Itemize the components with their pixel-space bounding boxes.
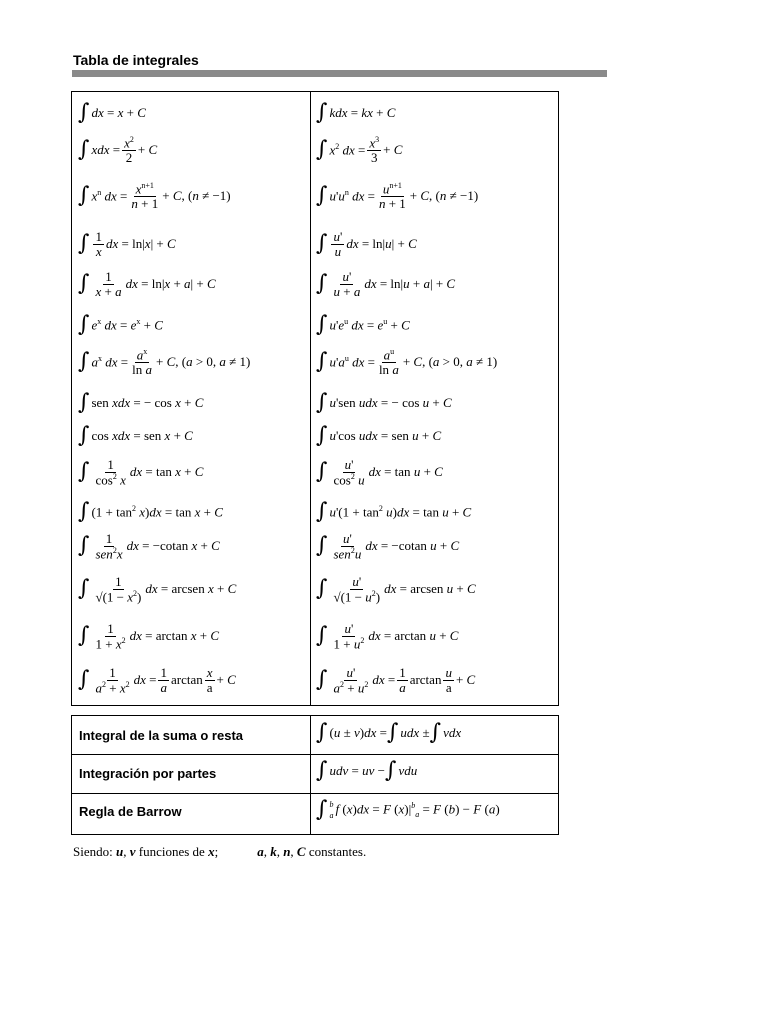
formula-right-5: ∫ $\frac{u'}{u + a}$ dx = ln|u + a| + C — [316, 269, 456, 299]
formula-left-11: ∫ $(1 + \tan^2 x)dx = \tan x + C$ — [78, 499, 223, 524]
rule-formula-parts: ∫ udv = uv − ∫ vdu — [316, 758, 418, 783]
formula-left-1: ∫ dx = x + C — [78, 100, 146, 125]
rule-label-parts: Integración por partes — [79, 766, 217, 781]
formula-left-13: ∫ $\frac{1}{√(1 - x^2)}$ dx = arcsen x + C — [78, 574, 237, 604]
formula-right-12: ∫ $\frac{u'}{sen^2u}$ dx = −cotan u + C — [316, 531, 460, 561]
formula-right-4: ∫ $\frac{u'}{u}$ dx = ln|u| + C — [316, 229, 417, 259]
title-underline-bar — [72, 70, 607, 77]
formula-left-2: ∫ xdx = $\frac{x^2}{2}$ + C — [78, 135, 158, 165]
formula-right-3: ∫ $u'u^n$ dx = $\frac{u^{n+1}}{n + 1}$ + C, (n ≠ −1) — [316, 181, 479, 211]
formula-right-10: ∫ $\frac{u'}{\cos^2 u}$ dx = tan u + C — [316, 457, 443, 487]
formula-left-7: ∫ $a^x$ dx = $\frac{a^x}{\text{ln a}}$ + C, (a > 0, a ≠ 1) — [78, 347, 251, 377]
rule-label-barrow: Regla de Barrow — [79, 804, 182, 819]
formula-right-7: ∫ $u'a^u$ dx = $\frac{a^u}{\text{ln a}}$ + C, (a > 0, a ≠ 1) — [316, 347, 498, 377]
integrals-table — [71, 91, 559, 706]
formula-right-14: ∫ $\frac{u'}{1 + u^2}$ dx = arctan u + C — [316, 621, 459, 651]
rules-row-divider-2 — [72, 793, 558, 794]
formula-left-3: ∫ $x^n$ dx = $\frac{x^{n+1}}{n + 1}$ + C, (n ≠ −1) — [78, 181, 231, 211]
formula-left-9: ∫ cos xdx = sen x + C — [78, 423, 193, 448]
formula-right-11: ∫ $u'(1 + \tan^2 u)dx = \tan u + C$ — [316, 499, 472, 524]
formula-left-8: ∫ sen xdx = − cos x + C — [78, 390, 204, 415]
formula-right-15: ∫ $\frac{u'}{a^2 + u^2}$ dx = $\frac{1}{a}$ arctan $\frac{u}{a}$ + C — [316, 665, 476, 695]
rule-label-sum: Integral de la suma o resta — [79, 728, 244, 743]
formula-left-10: ∫ $\frac{1}{\cos^2 x}$ dx = tan x + C — [78, 457, 204, 487]
rule-formula-sum: ∫ (u ± v)dx = ∫ udx ± ∫ vdx — [316, 720, 462, 745]
rule-formula-barrow: ∫ b a f (x)dx = F $(x)|^b_a = F$ (b) − F (a) — [316, 797, 500, 823]
formula-right-6: ∫ $u'e^u$ dx = $e^u + C$ — [316, 312, 410, 337]
formula-left-6: ∫ $e^x$ dx = $e^x + C$ — [78, 312, 163, 337]
rules-table — [71, 715, 559, 835]
formula-left-15: ∫ $\frac{1}{a^2 + x^2}$ dx = $\frac{1}{a}$ arctan $\frac{x}{a}$ + C — [78, 665, 236, 695]
page-title: Tabla de integrales — [73, 52, 199, 68]
footnote: Siendo: u, v funciones de x; a, k, n, C constantes. — [73, 844, 367, 859]
formula-left-12: ∫ $\frac{1}{sen^2x}$ dx = −cotan x + C — [78, 531, 220, 561]
rules-row-divider-1 — [72, 754, 558, 755]
formula-left-5: ∫ $\frac{1}{x + a}$ dx = ln|x + a| + C — [78, 269, 216, 299]
formula-right-1: ∫ kdx = kx + C — [316, 100, 396, 125]
formula-left-14: ∫ $\frac{1}{1 + x^2}$ dx = arctan x + C — [78, 621, 220, 651]
formula-right-8: ∫ u'sen udx = − cos u + C — [316, 390, 452, 415]
formula-right-2: ∫ $x^2$ dx = $\frac{x^3}{3}$ + C — [316, 135, 403, 165]
formula-right-13: ∫ $\frac{u'}{√(1 - u^2)}$ dx = arcsen u + C — [316, 574, 476, 604]
formula-left-4: ∫ $\frac{1}{x}$ dx = ln|x| + C — [78, 229, 176, 259]
rules-column-divider — [310, 716, 311, 834]
column-divider — [310, 92, 311, 705]
formula-right-9: ∫ u'cos udx = sen u + C — [316, 423, 442, 448]
